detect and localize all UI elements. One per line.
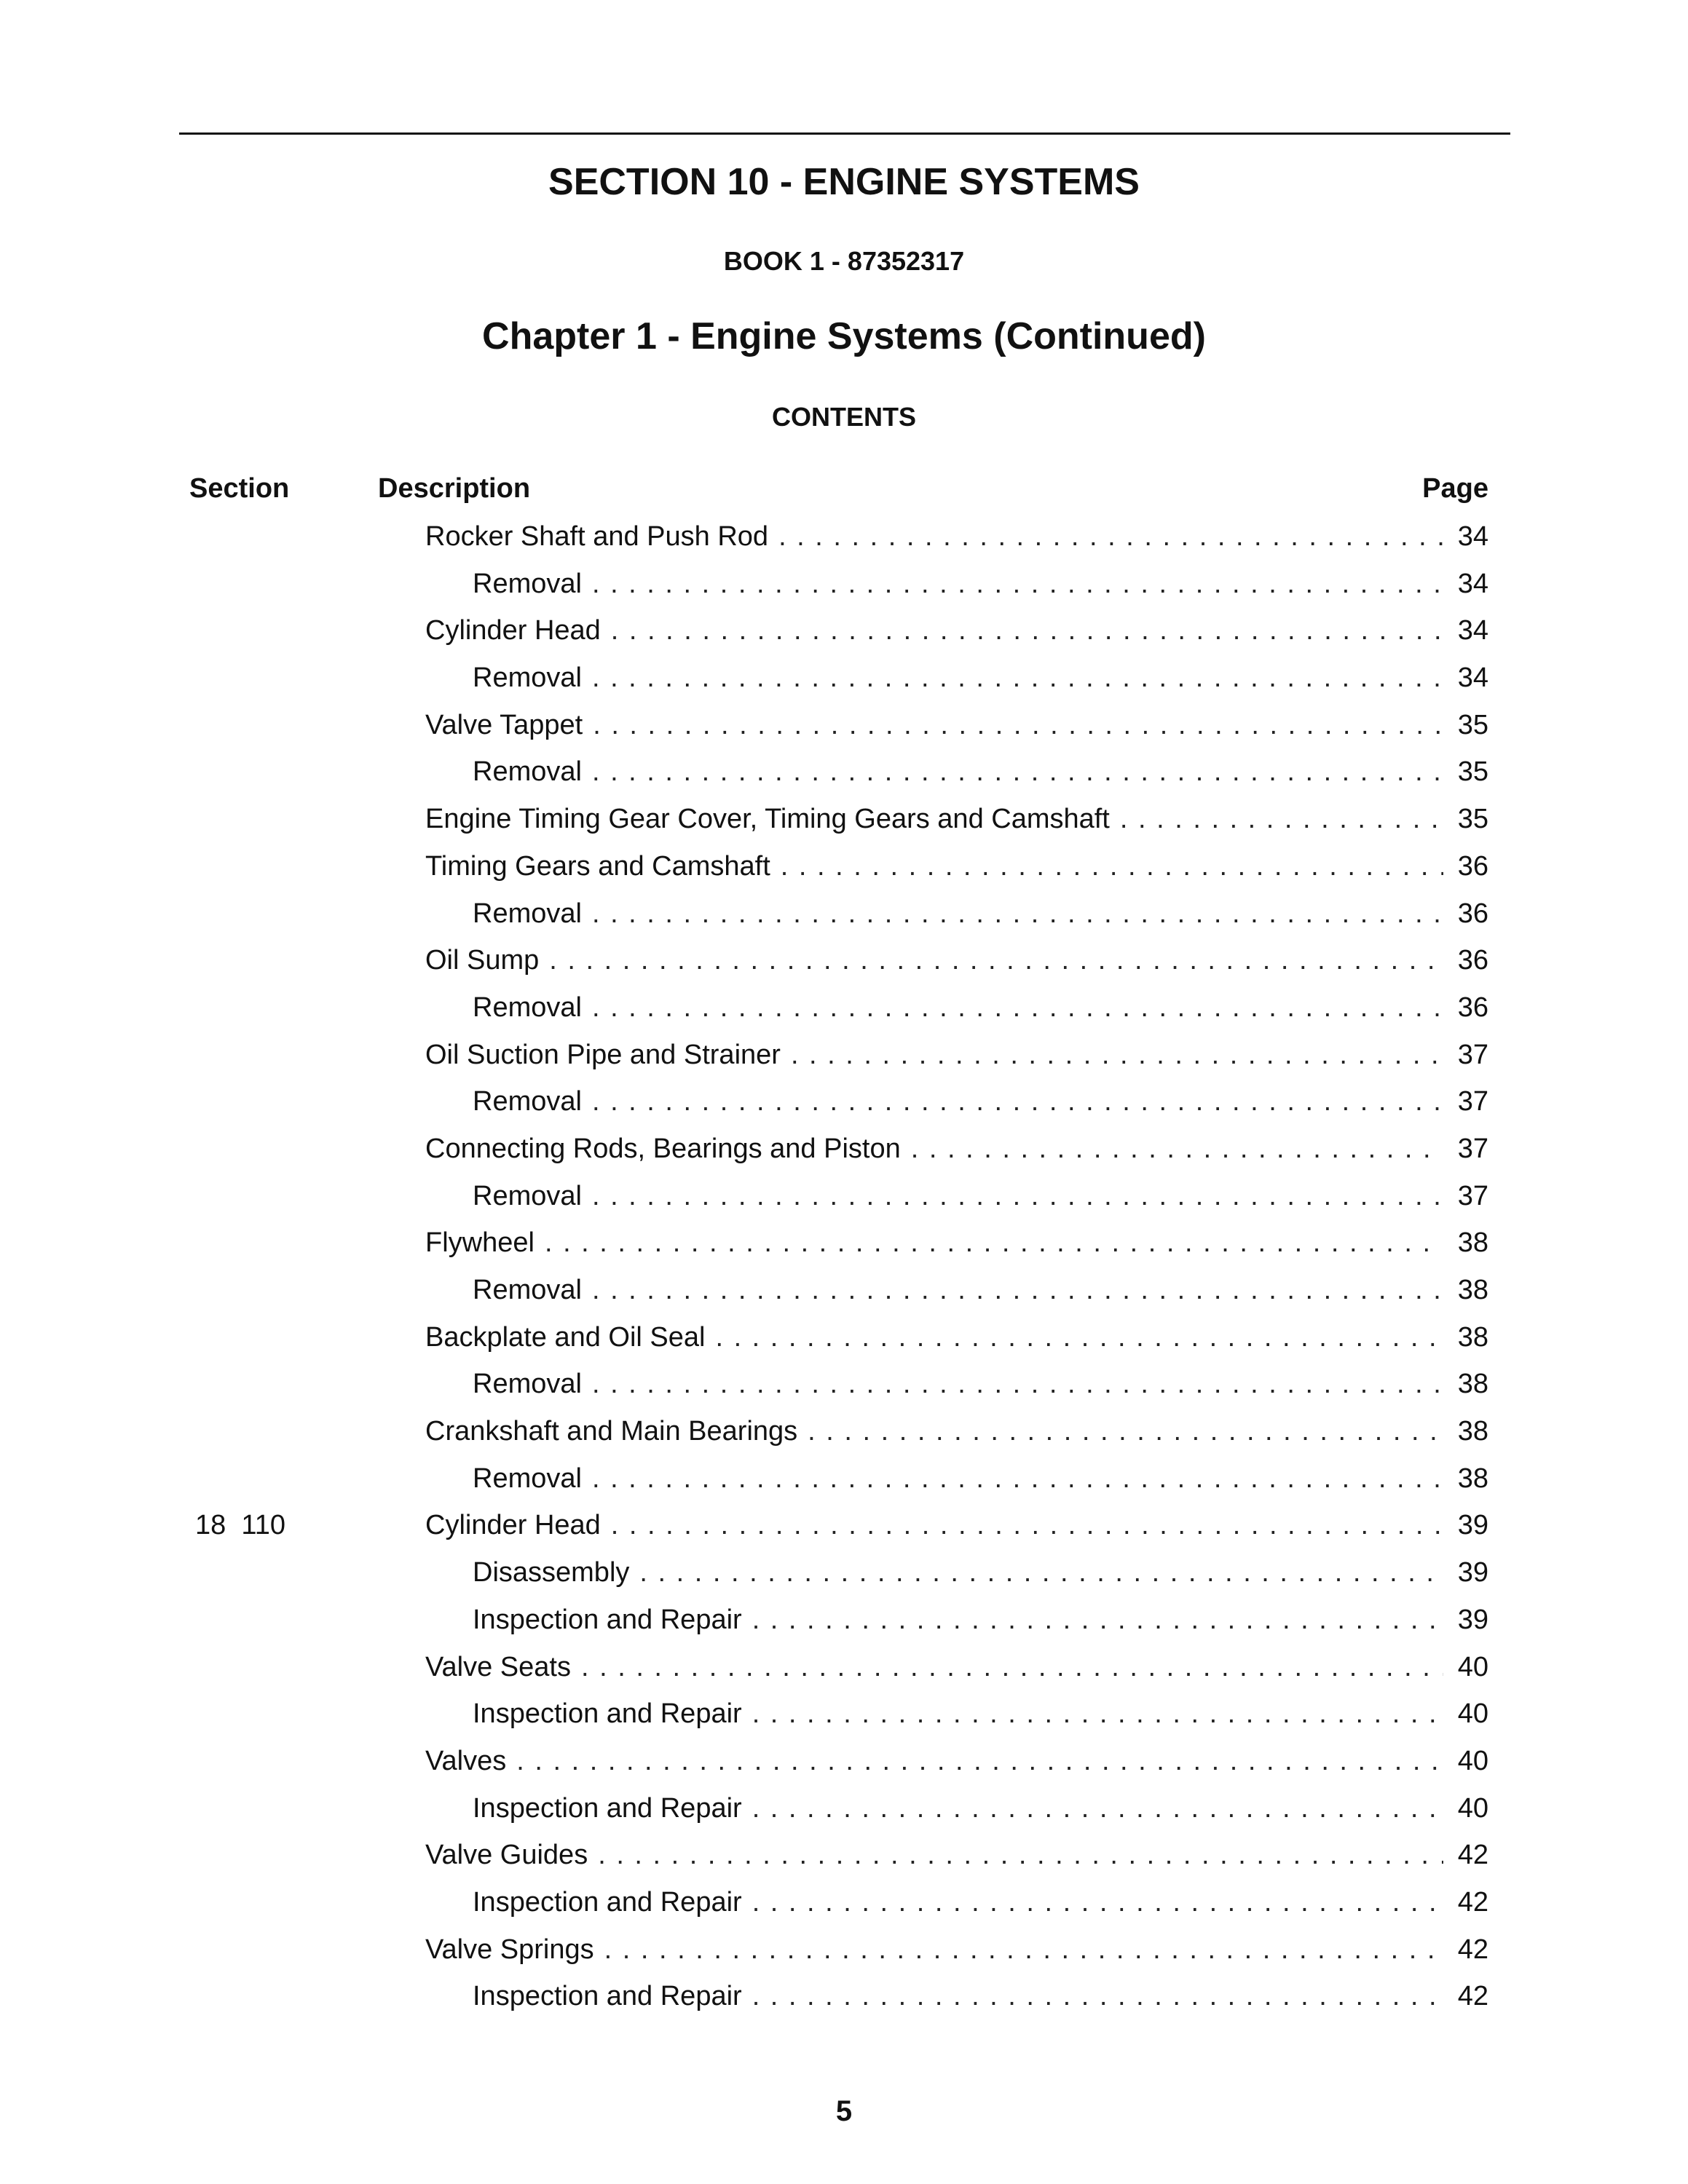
toc-entry[interactable]	[0, 654, 1688, 702]
toc-entry[interactable]	[0, 702, 1688, 749]
dot-leader	[781, 843, 1443, 890]
toc-entry-page: 34	[1457, 521, 1488, 552]
toc-entry-page: 35	[1457, 756, 1488, 788]
dot-leader	[752, 1785, 1443, 1832]
toc-section-code: 18 110	[195, 1510, 285, 1541]
toc-entry-label: Removal	[473, 756, 582, 788]
section-title: SECTION 10 - ENGINE SYSTEMS	[548, 161, 1140, 203]
toc-entry-label: Crankshaft and Main Bearings	[425, 1416, 798, 1447]
dot-leader	[592, 1361, 1443, 1408]
dot-leader	[752, 1597, 1443, 1644]
toc-entry-label: Timing Gears and Camshaft	[425, 850, 770, 882]
toc-entry-label: Inspection and Repair	[473, 1886, 742, 1918]
toc-entry-line	[473, 1690, 1488, 1738]
dot-leader	[1120, 796, 1443, 843]
toc-entry-page: 37	[1457, 1180, 1488, 1211]
toc-entry-page: 40	[1457, 1651, 1488, 1682]
dot-leader	[592, 984, 1443, 1032]
toc-entry[interactable]	[0, 1125, 1688, 1173]
toc-entry-page: 37	[1457, 1133, 1488, 1164]
toc-entry-line	[425, 843, 1488, 890]
toc-entry[interactable]	[0, 1879, 1688, 1926]
toc-entry-label: Valve Springs	[425, 1934, 594, 1965]
dot-leader	[778, 513, 1443, 561]
toc-entry[interactable]	[0, 1408, 1688, 1455]
toc-entry-page: 38	[1457, 1369, 1488, 1400]
dot-leader	[592, 1267, 1443, 1314]
dot-leader	[592, 1078, 1443, 1125]
toc-entry-label: Removal	[473, 1463, 582, 1494]
toc-entry-page: 38	[1457, 1321, 1488, 1353]
toc-entry[interactable]	[0, 890, 1688, 938]
toc-entry-label: Oil Sump	[425, 945, 540, 976]
dot-leader	[611, 1502, 1443, 1549]
toc-entry[interactable]	[0, 1738, 1688, 1785]
dot-leader	[715, 1314, 1443, 1361]
toc-entry-page: 37	[1457, 1086, 1488, 1117]
chapter-title: Chapter 1 - Engine Systems (Continued)	[482, 315, 1206, 357]
dot-leader	[593, 702, 1443, 749]
toc-entry-label: Removal	[473, 898, 582, 929]
toc-entry[interactable]	[0, 1455, 1688, 1503]
toc-entry-line	[425, 513, 1488, 561]
toc-entry-line	[473, 1173, 1488, 1220]
toc-entry-label: Valves	[425, 1745, 507, 1776]
dot-leader	[592, 561, 1443, 608]
dot-leader	[592, 748, 1443, 796]
toc-entry-page: 40	[1457, 1698, 1488, 1730]
dot-leader	[592, 1173, 1443, 1220]
toc-entry[interactable]	[0, 1502, 1688, 1549]
toc-entry-line	[473, 654, 1488, 702]
toc-entry-line	[425, 796, 1488, 843]
dot-leader	[604, 1926, 1443, 1974]
toc-entry-page: 42	[1457, 1840, 1488, 1871]
toc-entry-label: Cylinder Head	[425, 615, 601, 646]
toc-entry-page: 40	[1457, 1792, 1488, 1824]
toc-entry-page: 38	[1457, 1416, 1488, 1447]
toc-entry-page: 39	[1457, 1510, 1488, 1541]
toc-entry-line	[473, 1785, 1488, 1832]
toc-entry-line	[473, 1879, 1488, 1926]
toc-entry-line	[473, 1361, 1488, 1408]
toc-entry-line	[473, 1597, 1488, 1644]
toc-entry-page: 35	[1457, 709, 1488, 740]
toc-entry-line	[473, 1973, 1488, 2020]
toc-entry-page: 36	[1457, 992, 1488, 1023]
toc-entry-label: Removal	[473, 1086, 582, 1117]
toc-entry-line	[425, 937, 1488, 984]
toc-entry[interactable]	[0, 1314, 1688, 1361]
dot-leader	[911, 1125, 1443, 1173]
toc-entry-page: 38	[1457, 1463, 1488, 1494]
toc-entry[interactable]	[0, 1690, 1688, 1738]
dot-leader	[752, 1690, 1443, 1738]
toc-entry-line	[425, 1644, 1488, 1691]
toc-entry[interactable]	[0, 1644, 1688, 1691]
toc-entry-line	[473, 984, 1488, 1032]
toc-entry-page: 39	[1457, 1604, 1488, 1635]
toc-entry-page: 36	[1457, 945, 1488, 976]
toc-entry[interactable]	[0, 1219, 1688, 1267]
toc-entry-page: 35	[1457, 804, 1488, 835]
toc-entry[interactable]	[0, 1267, 1688, 1314]
toc-entry-page: 42	[1457, 1886, 1488, 1918]
toc-entry[interactable]	[0, 561, 1688, 608]
toc-entry-line	[473, 1455, 1488, 1503]
page-number: 5	[835, 2095, 853, 2127]
toc-entry[interactable]	[0, 748, 1688, 796]
dot-leader	[808, 1408, 1443, 1455]
toc-entry-label: Backplate and Oil Seal	[425, 1321, 706, 1353]
toc-entry-page: 34	[1457, 568, 1488, 599]
toc-entry-label: Inspection and Repair	[473, 1604, 742, 1635]
toc-entry-line	[425, 1926, 1488, 1974]
column-header-page: Page	[1422, 473, 1488, 504]
dot-leader	[592, 654, 1443, 702]
toc-entry-line	[425, 1314, 1488, 1361]
toc-entry[interactable]	[0, 843, 1688, 890]
toc-entry-line	[425, 1738, 1488, 1785]
toc-entry-page: 38	[1457, 1227, 1488, 1259]
toc-entry-page: 40	[1457, 1745, 1488, 1776]
toc-entry-label: Engine Timing Gear Cover, Timing Gears and Camshaft	[425, 804, 1110, 835]
dot-leader	[545, 1219, 1443, 1267]
toc-entry-label: Flywheel	[425, 1227, 535, 1259]
toc-entry-page: 37	[1457, 1039, 1488, 1070]
toc-entry-line	[425, 1125, 1488, 1173]
toc-entry-line	[473, 748, 1488, 796]
toc-entry-page: 34	[1457, 615, 1488, 646]
toc-entry[interactable]	[0, 1078, 1688, 1125]
toc-entry[interactable]	[0, 937, 1688, 984]
toc-entry-line	[473, 561, 1488, 608]
toc-entry[interactable]	[0, 1926, 1688, 1974]
dot-leader	[592, 1455, 1443, 1503]
toc-entry[interactable]	[0, 607, 1688, 654]
toc-entry[interactable]	[0, 1832, 1688, 1879]
column-header-description: Description	[378, 473, 531, 504]
dot-leader	[639, 1549, 1443, 1597]
toc-entry[interactable]	[0, 1597, 1688, 1644]
toc-entry-line	[473, 1267, 1488, 1314]
toc-entry-line	[425, 607, 1488, 654]
toc-entry-line	[425, 1832, 1488, 1879]
dot-leader	[611, 607, 1443, 654]
toc-entry-label: Cylinder Head	[425, 1510, 601, 1541]
toc-entry-label: Removal	[473, 662, 582, 694]
toc-entry-line	[425, 1408, 1488, 1455]
toc-entry-label: Removal	[473, 1275, 582, 1305]
toc-entry[interactable]	[0, 1361, 1688, 1408]
toc-entry-line	[473, 1549, 1488, 1597]
toc-entry[interactable]	[0, 513, 1688, 561]
toc-entry-label: Oil Suction Pipe and Strainer	[425, 1039, 781, 1070]
toc-entry-line	[425, 1219, 1488, 1267]
toc-entry[interactable]	[0, 984, 1688, 1032]
toc-entry-label: Disassembly	[473, 1557, 630, 1588]
toc-entry-page: 42	[1457, 1981, 1488, 2012]
dot-leader	[516, 1738, 1443, 1785]
toc-entry[interactable]	[0, 1785, 1688, 1832]
toc-entry-label: Valve Seats	[425, 1651, 571, 1682]
toc-entry-label: Inspection and Repair	[473, 1981, 742, 2012]
top-rule	[179, 132, 1510, 135]
toc-entry-page: 42	[1457, 1934, 1488, 1965]
toc-entry-page: 39	[1457, 1557, 1488, 1588]
toc-entry-page: 36	[1457, 850, 1488, 882]
toc-entry[interactable]	[0, 1973, 1688, 2020]
toc-entry-line	[425, 1032, 1488, 1079]
toc-entry-label: Inspection and Repair	[473, 1792, 742, 1824]
toc-entry-label: Removal	[473, 568, 582, 599]
dot-leader	[752, 1973, 1443, 2020]
dot-leader	[752, 1879, 1443, 1926]
dot-leader	[549, 937, 1443, 984]
toc-entry-page: 34	[1457, 662, 1488, 694]
toc-entry-line	[425, 1502, 1488, 1549]
toc-entry-line	[425, 702, 1488, 749]
toc-list	[0, 513, 1688, 2020]
toc-entry-label: Inspection and Repair	[473, 1698, 742, 1730]
toc-entry[interactable]	[0, 796, 1688, 843]
toc-entry-label: Connecting Rods, Bearings and Piston	[425, 1133, 901, 1164]
book-number: BOOK 1 - 87352317	[723, 246, 965, 276]
toc-entry-line	[473, 1078, 1488, 1125]
toc-entry-label: Removal	[473, 1369, 582, 1400]
toc-entry-label: Valve Guides	[425, 1840, 588, 1871]
dot-leader	[598, 1832, 1443, 1879]
toc-entry-label: Removal	[473, 992, 582, 1023]
toc-entry-line	[473, 890, 1488, 938]
toc-entry[interactable]	[0, 1549, 1688, 1597]
contents-heading: CONTENTS	[772, 402, 916, 432]
dot-leader	[592, 890, 1443, 938]
toc-entry[interactable]	[0, 1032, 1688, 1079]
toc-entry-label: Rocker Shaft and Push Rod	[425, 521, 769, 552]
column-header-section: Section	[189, 473, 290, 504]
toc-entry-page: 36	[1457, 898, 1488, 929]
dot-leader	[791, 1032, 1443, 1079]
toc-entry-label: Removal	[473, 1180, 582, 1211]
toc-entry[interactable]	[0, 1173, 1688, 1220]
toc-entry-label: Valve Tappet	[425, 709, 583, 740]
toc-entry-page: 38	[1457, 1275, 1488, 1305]
dot-leader	[581, 1644, 1443, 1691]
